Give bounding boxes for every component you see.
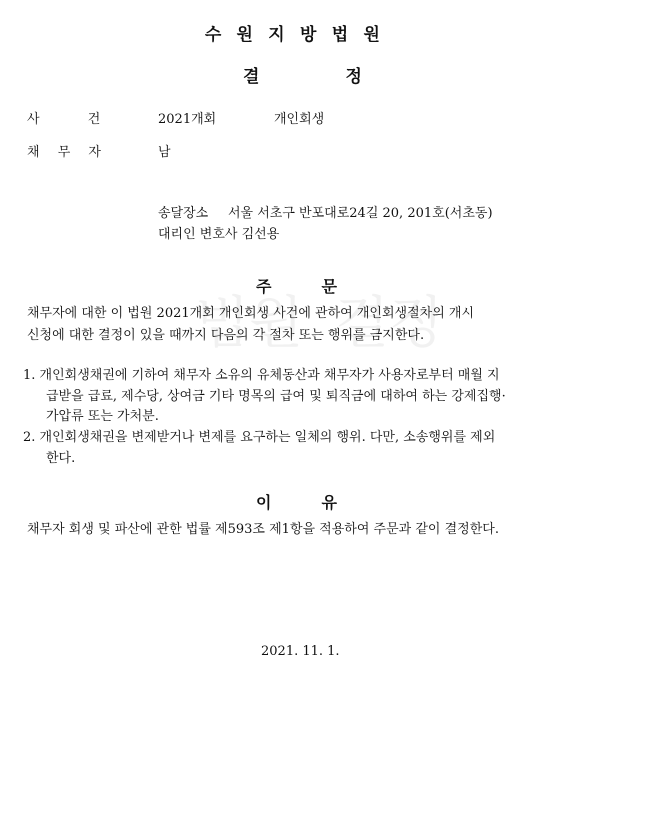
order-item-2-line-1: 2. 개인회생채권을 변제받거나 변제를 요구하는 일체의 행위. 다만, 소송행위를 제외 bbox=[23, 430, 496, 445]
order-item-1-line-1: 1. 개인회생채권에 기하여 채무자 소유의 유체동산과 채무자가 사용자로부터 매월 지 bbox=[23, 368, 500, 383]
reason-heading-char-1: 이 bbox=[256, 493, 272, 512]
case-label: 사 건 bbox=[27, 112, 101, 127]
document-type-char-1: 결 bbox=[243, 67, 260, 87]
document-type-title bbox=[243, 62, 362, 87]
case-name: 개인회생 bbox=[274, 112, 325, 127]
court-name: 수원지방법원 bbox=[204, 25, 396, 45]
order-heading bbox=[256, 274, 337, 297]
document-type-char-2: 정 bbox=[345, 67, 362, 87]
reason-text: 채무자 회생 및 파산에 관한 법률 제593조 제1항을 적용하여 주문과 같이 결정한다. bbox=[27, 522, 499, 537]
service-address-label: 송달장소 bbox=[158, 206, 209, 221]
order-intro-line-1: 채무자에 대한 이 법원 2021개회 개인회생 사건에 관하여 개인회생절차의 개시 bbox=[27, 306, 475, 321]
service-address: 서울 서초구 반포대로24길 20, 201호(서초동) bbox=[228, 206, 493, 221]
decision-date: 2021. 11. 1. bbox=[261, 644, 340, 659]
debtor-label: 채 무 자 bbox=[27, 145, 101, 160]
case-number: 2021개회 bbox=[158, 112, 217, 127]
order-item-1-line-2: 급받을 급료, 제수당, 상여금 기타 명목의 급여 및 퇴직금에 대하여 하는 강제집행· bbox=[46, 389, 506, 404]
reason-heading-char-2: 유 bbox=[321, 493, 337, 512]
order-item-1-line-3: 가압류 또는 가처분. bbox=[46, 409, 159, 424]
reason-heading bbox=[256, 490, 337, 513]
order-intro-line-2: 신청에 대한 결정이 있을 때까지 다음의 각 절차 또는 행위를 금지한다. bbox=[27, 328, 425, 343]
debtor-name: 남 bbox=[158, 145, 171, 160]
order-heading-char-1: 주 bbox=[256, 277, 272, 296]
svg-text:법원: 법원 bbox=[195, 292, 304, 356]
legal-agent: 대리인 변호사 김선용 bbox=[158, 227, 280, 242]
svg-text:결정: 결정 bbox=[335, 292, 444, 356]
order-item-2-line-2: 한다. bbox=[46, 451, 76, 466]
order-heading-char-2: 문 bbox=[321, 277, 337, 296]
